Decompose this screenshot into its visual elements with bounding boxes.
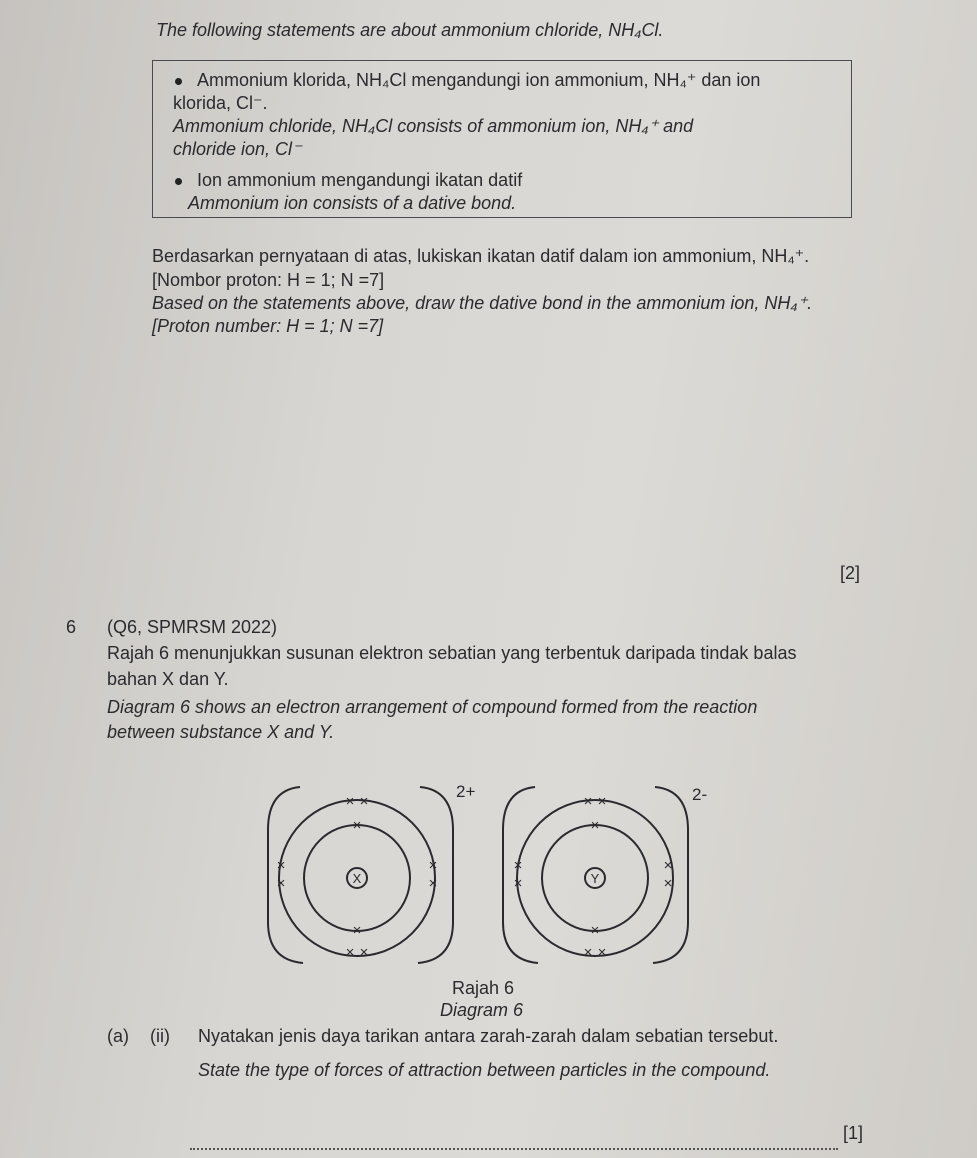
nucleus-x-symbol: X	[352, 871, 362, 886]
electron: ×	[276, 857, 286, 874]
q5-marks: [2]	[840, 563, 861, 583]
part-a-english: State the type of forces of attraction between particles in the compound.	[198, 1060, 771, 1080]
ion-x-charge: 2+	[456, 782, 476, 801]
caption-malay: Rajah 6	[452, 978, 515, 998]
part-label: (a)	[107, 1026, 129, 1046]
q5-malay: Berdasarkan pernyataan di atas, lukiskan ikatan datif dalam ion ammonium, NH₄⁺.	[152, 246, 810, 266]
statement-1-malay: Ammonium klorida, NH₄Cl mengandungi ion ammonium, NH₄⁺ dan ion	[197, 70, 761, 90]
statement-2-english: Ammonium ion consists of a dative bond.	[188, 193, 517, 213]
electron: ×	[583, 793, 593, 810]
caption-english: Diagram 6	[440, 1000, 524, 1020]
electron: ×	[359, 944, 369, 961]
statement-2-malay: Ion ammonium mengandungi ikatan datif	[197, 170, 523, 190]
q6-malay-cont: bahan X dan Y.	[107, 669, 229, 689]
electron: ×	[513, 857, 523, 874]
q5-malay-proton: [Nombor proton: H = 1; N =7]	[152, 270, 385, 290]
electron: ×	[352, 922, 362, 939]
nucleus-y-symbol: Y	[590, 871, 600, 886]
part-a-marks: [1]	[843, 1123, 864, 1143]
electron: ×	[359, 793, 369, 810]
statement-1-english-cont: chloride ion, Cl⁻	[173, 139, 302, 159]
q5-english: Based on the statements above, draw the dative bond in the ammonium ion, NH₄⁺.	[152, 293, 813, 313]
electron: ×	[590, 922, 600, 939]
electron: ×	[513, 875, 523, 892]
ion-y-charge: 2-	[692, 785, 708, 804]
question-source: (Q6, SPMRSM 2022)	[107, 617, 278, 637]
q6-malay: Rajah 6 menunjukkan susunan elektron sebatian yang terbentuk daripada tindak balas	[107, 643, 797, 663]
part-a-malay: Nyatakan jenis daya tarikan antara zarah-zarah dalam sebatian tersebut.	[198, 1026, 779, 1046]
electron: ×	[276, 875, 286, 892]
sub-part-label: (ii)	[150, 1026, 170, 1046]
electron: ×	[663, 857, 673, 874]
electron: ×	[428, 875, 438, 892]
statement-1-english: Ammonium chloride, NH₄Cl consists of ammonium ion, NH₄⁺ and	[173, 116, 694, 136]
question-number: 6	[66, 617, 77, 637]
electron: ×	[428, 857, 438, 874]
electron: ×	[663, 875, 673, 892]
electron: ×	[345, 944, 355, 961]
electron: ×	[597, 793, 607, 810]
electron: ×	[352, 817, 362, 834]
statement-1-malay-cont: klorida, Cl⁻.	[173, 93, 268, 113]
bracket-left-x	[268, 787, 303, 963]
intro-text: The following statements are about ammonium chloride, NH₄Cl.	[156, 20, 664, 40]
q6-english-cont: between substance X and Y.	[107, 722, 335, 742]
electron: ×	[597, 944, 607, 961]
q5-english-proton: [Proton number: H = 1; N =7]	[152, 316, 384, 336]
electron: ×	[345, 793, 355, 810]
answer-line[interactable]	[190, 1148, 838, 1150]
electron: ×	[583, 944, 593, 961]
q6-english: Diagram 6 shows an electron arrangement of compound formed from the reaction	[107, 697, 758, 717]
electron: ×	[590, 817, 600, 834]
